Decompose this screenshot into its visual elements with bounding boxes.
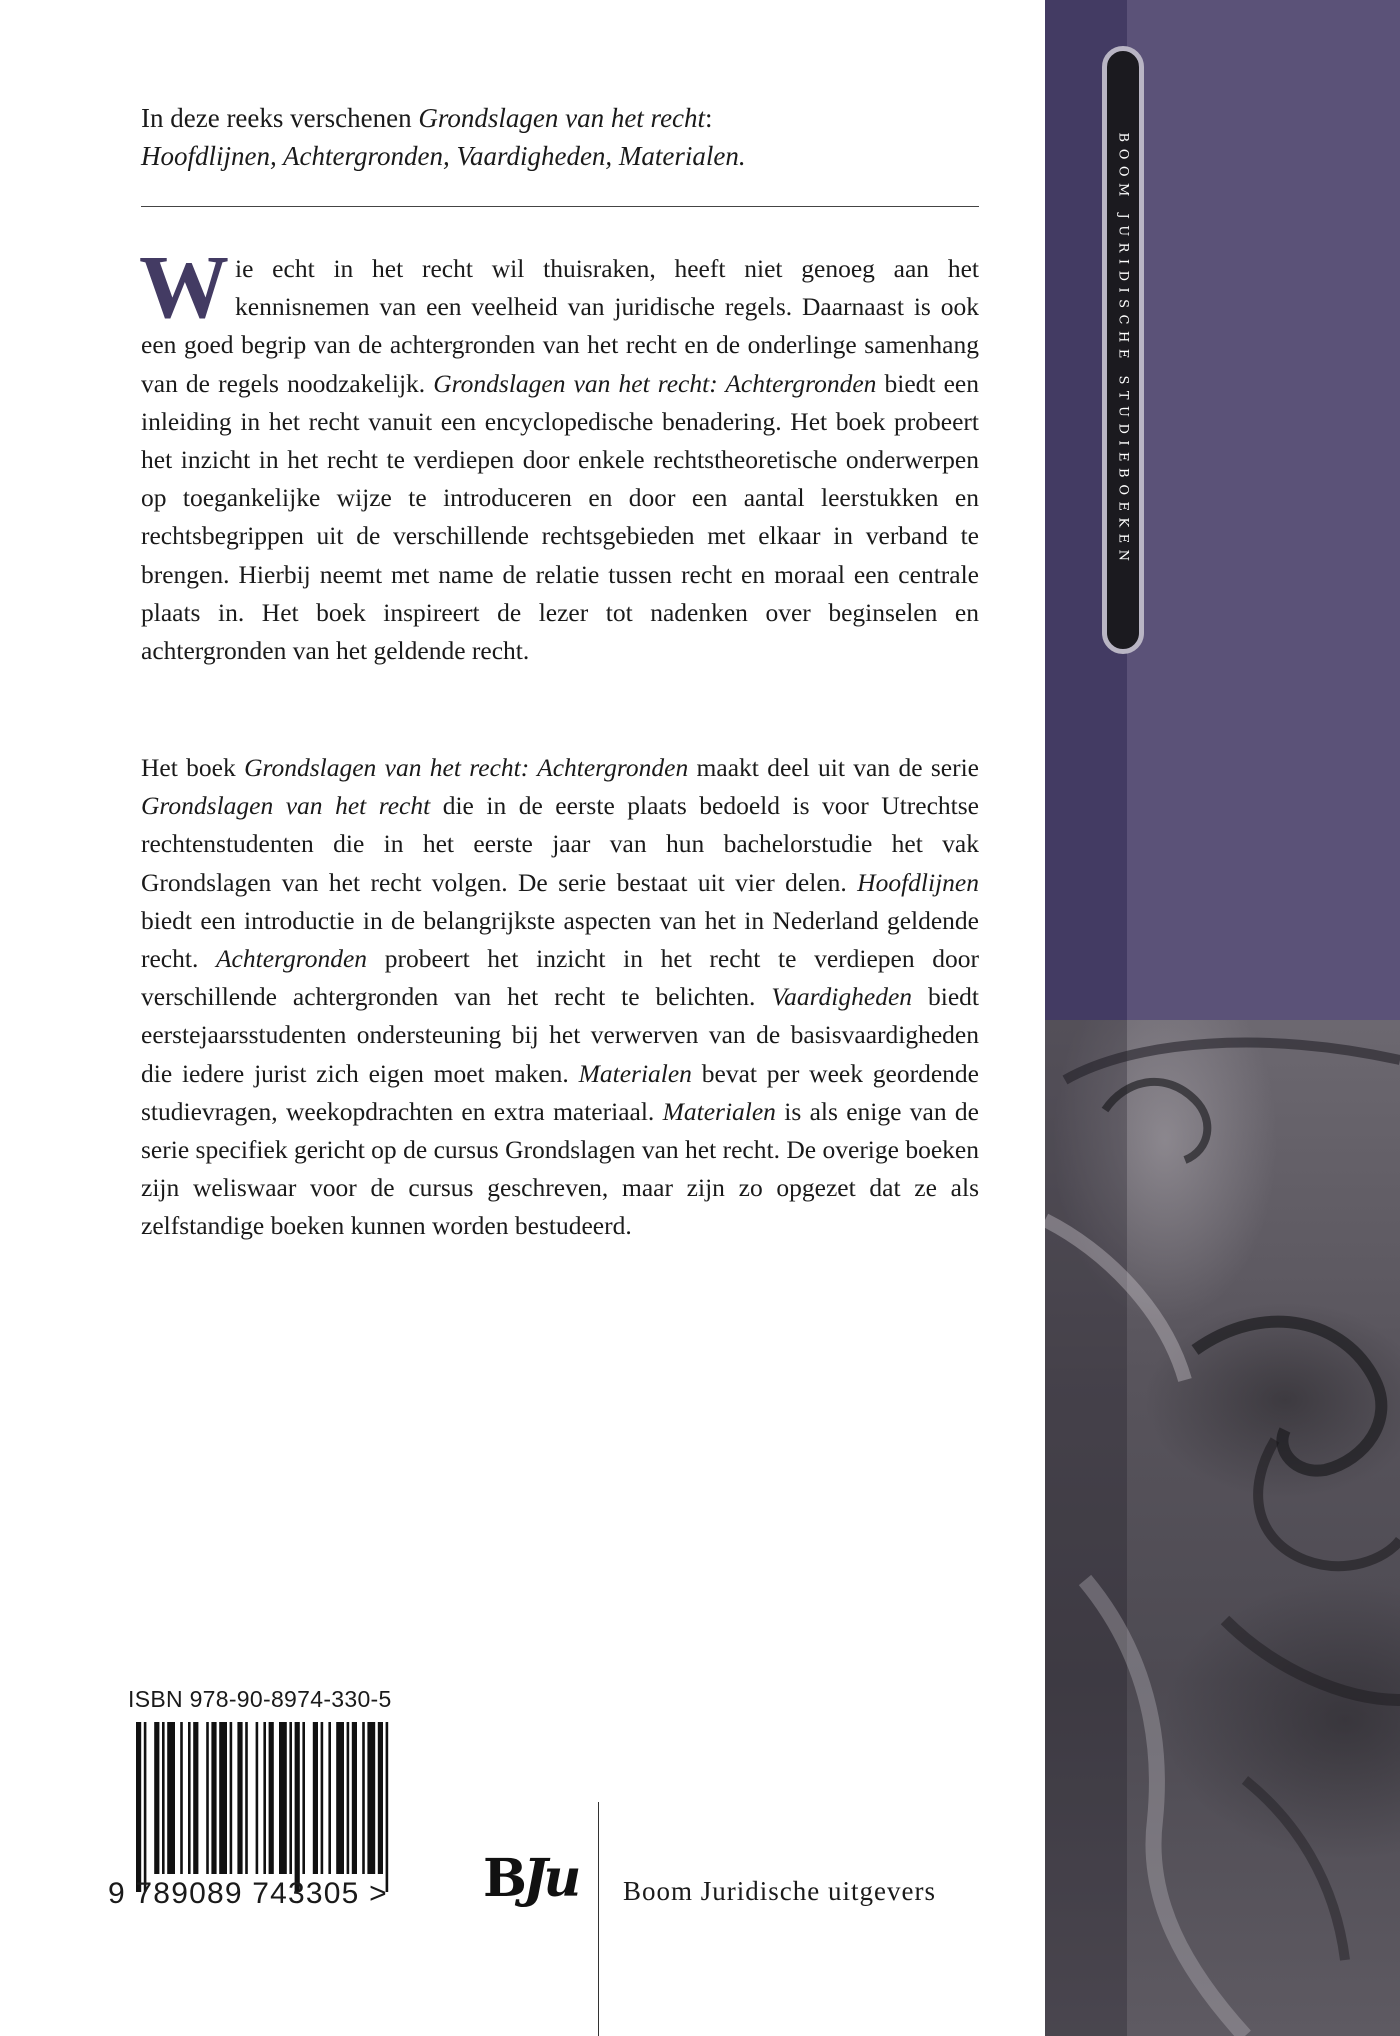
barcode-bar: [367, 1722, 375, 1874]
p2-text-4: biedt een introductie in de belangrijkste aspecten van het in Nederland geldende recht.: [141, 905, 979, 974]
barcode-bar: [144, 1722, 147, 1892]
cover-photo-lion: [1045, 1020, 1400, 2036]
barcode-bar: [313, 1722, 318, 1874]
barcode-bar: [219, 1722, 227, 1874]
barcode-bar: [256, 1722, 259, 1874]
barcode-bar: [245, 1722, 248, 1874]
barcode-bar: [386, 1722, 389, 1892]
barcode-bar: [162, 1722, 165, 1874]
blurb-paragraph-2: [141, 749, 979, 1246]
p2-title-4: Achtergronden: [215, 944, 368, 974]
barcode-bar: [136, 1722, 141, 1892]
drop-cap: W: [139, 238, 229, 337]
publisher-logo-ju: Ju: [522, 1848, 578, 1909]
publisher-name: Boom Juridische uitgevers: [623, 1876, 936, 1906]
p1-title: Grondslagen van het recht: Achtergronden: [433, 368, 877, 398]
barcode-bar: [188, 1722, 191, 1874]
lion-relief-image: [1045, 1020, 1400, 2036]
barcode-bar: [211, 1722, 216, 1874]
series-intro-title: Grondslagen van het recht: [418, 103, 706, 133]
barcode-bar: [269, 1722, 274, 1874]
barcode-bar: [321, 1722, 324, 1874]
section-divider: [141, 206, 979, 207]
publisher-logo-b: B: [483, 1848, 523, 1909]
cover-strip: [1045, 0, 1400, 2036]
series-intro-volumes: Hoofdlijnen, Achtergronden, Vaardigheden, Materialen.: [141, 141, 746, 171]
barcode-bar: [378, 1722, 383, 1874]
p2-title-3: Hoofdlijnen: [857, 867, 979, 897]
barcode-bar: [279, 1722, 287, 1874]
barcode-bar: [206, 1722, 209, 1874]
p2-text-6: biedt eerstejaarsstudenten ondersteuning bij het verwerven van de basisvaardigheden die iedere jurist zich eigen moet maken.: [141, 982, 979, 1088]
barcode-bar: [352, 1722, 357, 1874]
barcode-bar: [289, 1722, 292, 1874]
barcode-image: [136, 1722, 396, 1892]
p2-text-2: maakt deel uit van de serie: [688, 753, 979, 782]
barcode-bar: [154, 1722, 159, 1874]
barcode-bar: [302, 1722, 305, 1874]
barcode-bar: [193, 1722, 198, 1874]
p2-text-1: Het boek: [141, 753, 245, 782]
barcode-bar: [263, 1722, 266, 1874]
p2-text-5: probeert het inzicht in het recht te verdiepen door verschillende achtergronden van het recht te belichten.: [141, 944, 979, 1012]
series-spine-label-text: BOOM JURIDISCHE STUDIEBOEKEN: [1115, 132, 1131, 568]
p1-text-1: ie echt in het recht wil thuisraken, heeft niet genoeg aan het kennisnemen van een veelheid van juridische regels. Daarnaast is ook een goed begrip van de achtergronden van het recht en de onderlinge samenhang van de regels noodzakelijk.: [141, 254, 979, 398]
p2-text-7: bevat per week geordende studievragen, weekopdrachten en extra materiaal.: [141, 1058, 979, 1126]
publisher-divider: [598, 1802, 599, 2036]
barcode-bar: [237, 1722, 242, 1874]
p2-title-2: Grondslagen van het recht: [141, 791, 431, 821]
barcode-bar: [230, 1722, 233, 1874]
barcode-bar: [347, 1722, 350, 1874]
barcode-bar: [295, 1722, 300, 1892]
series-spine-label: [1102, 46, 1144, 654]
barcode-bar: [362, 1722, 365, 1874]
p2-text-3: die in de eerste plaats bedoeld is voor Utrechtse rechtenstudenten die in het eerste jaar van hun bachelorstudie het vak Grondslagen van het recht volgen. De serie bestaat uit vier delen.: [141, 791, 979, 897]
series-intro: [141, 99, 981, 175]
barcode-bar: [167, 1722, 175, 1874]
publisher-logo: [483, 1848, 577, 1909]
isbn-label: ISBN 978-90-8974-330-5: [128, 1686, 392, 1712]
p1-text-2: biedt een inleiding in het recht vanuit een encyclopedische benadering. Het boek probeert het inzicht in het recht te verdiepen door enkele rechtstheoretische onderwerpen op toegankelijke wijze te introduceren en door een aantal leerstukken en rechtsbegrippen uit de verschillende rechtsgebieden met elkaar in verband te brengen. Hierbij neemt met name de relatie tussen recht en moraal een centrale plaats in. Het boek inspireert de lezer tot nadenken over beginselen en achtergronden van het geldende recht.: [141, 368, 979, 666]
barcode-digits: 9 789089 743305 >: [108, 1877, 388, 1910]
barcode-bar: [180, 1722, 183, 1874]
p2-title-6: Materialen: [578, 1058, 692, 1088]
series-intro-colon: :: [705, 103, 713, 133]
p2-title-1: Grondslagen van het recht: Achtergronden: [244, 753, 689, 782]
p2-title-7: Materialen: [662, 1096, 776, 1126]
series-intro-lead: In deze reeks verschenen: [141, 103, 419, 133]
barcode-bar: [336, 1722, 344, 1874]
p2-text-8: is als enige van de serie specifiek gericht op de cursus Grondslagen van het recht. De overige boeken zijn weliswaar voor de cursus geschreven, maar zijn zo opgezet dat ze als zelfstandige boeken kunnen worden bestudeerd.: [141, 1096, 979, 1241]
p2-title-5: Vaardigheden: [771, 982, 913, 1012]
blurb-paragraph-1: [139, 238, 979, 670]
barcode-bar: [328, 1722, 331, 1874]
